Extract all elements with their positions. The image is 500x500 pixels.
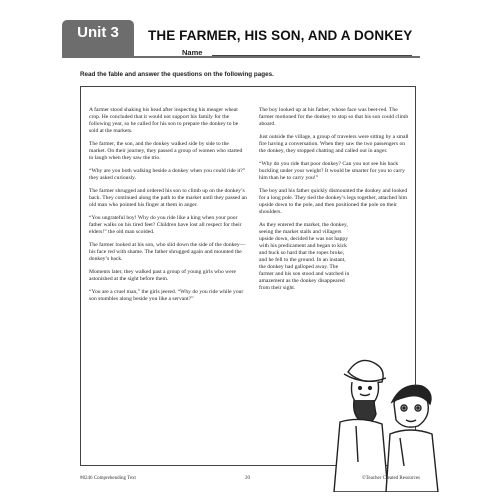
footer-book-title: #8246 Comprehending Text <box>80 476 136 481</box>
footer-page-number: 20 <box>245 476 250 481</box>
story-paragraph: The boy looked up at his father, whose face was beet-red. The farmer motioned for the donkey to stop so that his son could climb aboard. <box>259 107 409 127</box>
name-line <box>212 55 412 56</box>
worksheet-page <box>62 10 444 490</box>
story-paragraph: The farmer shrugged and ordered his son to climb up on the donkey’s back. They continued along the path to the market until they passed an old man who pointed his finger at them in anger. <box>89 188 247 208</box>
title-rule <box>62 56 420 58</box>
farmer-figure <box>334 360 388 492</box>
story-paragraph: Moments later, they walked past a group of young girls who were astonished at the sight before them. <box>89 269 237 282</box>
story-paragraph: “You ungrateful boy! Why do you ride like a king when your poor father walks on his tired feet? Children have lost all respect for their elders!” the old man scolded. <box>89 215 242 235</box>
page-title: THE FARMER, HIS SON, AND A DONKEY <box>148 28 413 43</box>
story-paragraph: Just outside the village, a group of travelers were sitting by a small fire having a conversation. When they saw the two passengers on the donkey, they stopped chatting and called out in anger. <box>259 134 409 154</box>
instructions: Read the fable and answer the questions on the following pages. <box>80 71 274 78</box>
story-paragraph: “You are a cruel man,” the girls jeered. “Why do you ride while your son stumbles along beside you like a servant?” <box>89 289 244 302</box>
story-paragraph: As they entered the market, the donkey, seeing the market stalls and villagers upside down, decided he was not happy with his predicament and began to kick and buck so hard that the ropes broke, and he fell to the ground. In an instant, the donkey had galloped away. The farmer and his son stood and watched in amazement as the donkey disappeared from their sight. <box>259 222 350 291</box>
farmer-and-son-illustration <box>330 342 440 492</box>
story-left-column <box>89 107 247 309</box>
story-paragraph: The boy and his father quickly dismounted the donkey and looked for a long pole. They tied the donkey’s legs together, attached him upside down to the pole, and then positioned the pole on their shoulders. <box>259 188 408 215</box>
name-label: Name <box>182 48 203 57</box>
story-paragraph: “Why do you ride that poor donkey? Can you not see his back buckling under your weight? It would be smarter for you to carry him than he to carry you!” <box>259 161 405 181</box>
story-paragraph: A farmer stood shaking his head after inspecting his meager wheat crop. He concluded that it would not support his family for the following year, so he called for his son to prepare the donkey to be sold at the markets. <box>89 107 239 134</box>
unit-label: Unit 3 <box>77 24 119 41</box>
story-paragraph: The farmer looked at his son, who slid down the side of the donkey—his face red with shame. The father shrugged again and mounted the donkey’s back. <box>89 242 246 262</box>
story-right-column <box>259 107 411 298</box>
story-paragraph: “Why are you both walking beside a donkey when you could ride it?” they asked curiously. <box>89 168 246 181</box>
story-paragraph: The farmer, the son, and the donkey walked side by side to the market. On their journey, they passed a group of women who started to laugh when they saw the trio. <box>89 141 243 161</box>
footer-copyright: ©Teacher Created Resources <box>361 476 420 481</box>
unit-tab <box>62 20 134 58</box>
